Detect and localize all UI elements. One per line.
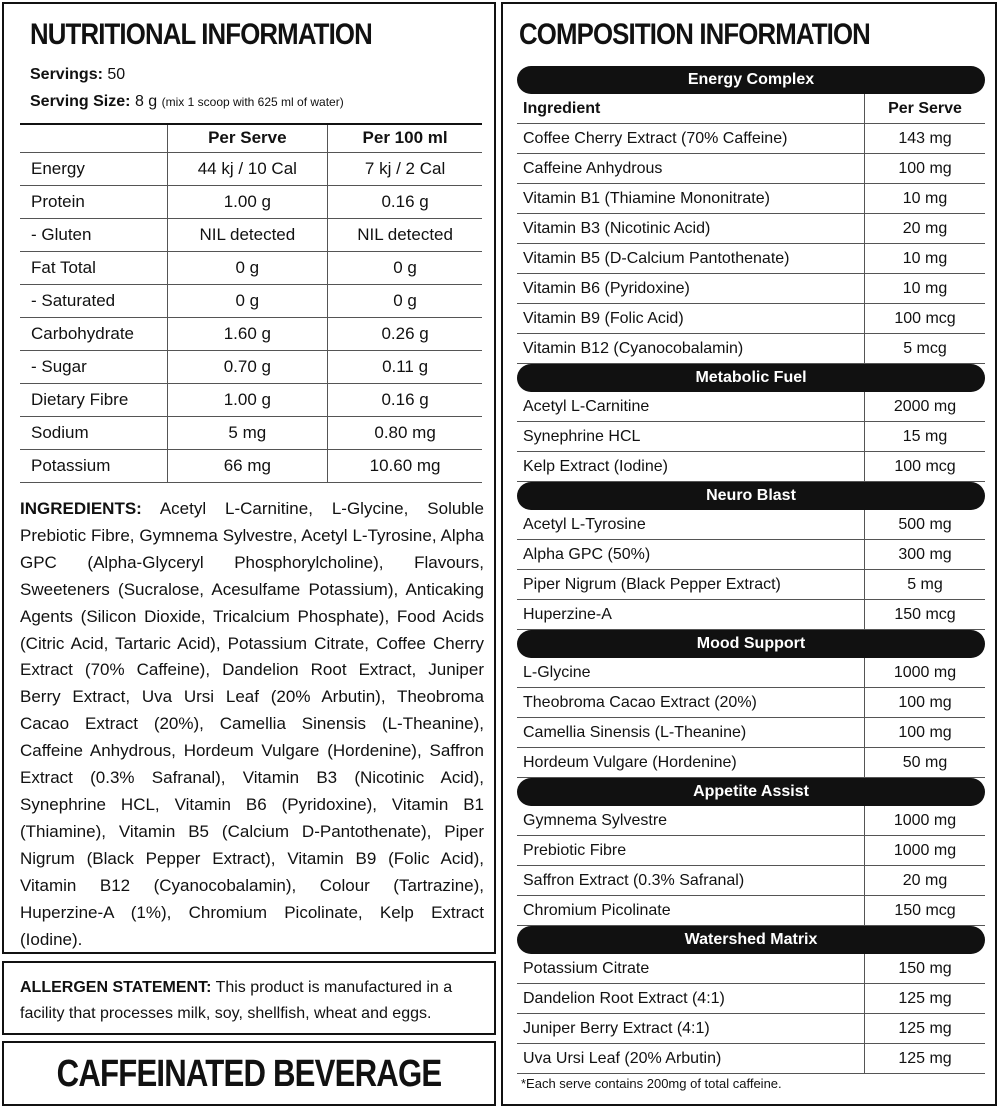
header-ingredient: Ingredient — [523, 100, 601, 117]
table-row — [20, 449, 482, 482]
table-row — [517, 392, 985, 422]
table-row — [20, 383, 482, 416]
table-row — [517, 658, 985, 688]
table-row — [517, 1044, 985, 1074]
table-row — [517, 540, 985, 570]
ingredient-name: Theobroma Cacao Extract (20%) — [523, 694, 757, 711]
ingredient-name: Prebiotic Fibre — [523, 842, 627, 859]
caffeine-footnote: *Each serve contains 200mg of total caffeine. — [521, 1076, 782, 1091]
servings-value: 50 — [107, 66, 126, 83]
nutrient-name: Fat Total — [20, 251, 167, 284]
ingredients-text: Acetyl L-Carnitine, L-Glycine, Soluble Prebiotic Fibre, Gymnema Sylvestre, Acetyl L-Tyrosine, Alpha GPC (Alpha-Glyceryl Phosphorylcholine), Flavours, Sweeteners (Sucralose, Acesulfame Potassium), Anticaking Agents (Silicon Dioxide, Tricalcium Phosphate), Food Acids (Citric Acid, Tartaric Acid), Potassium Citrate, Coffee Cherry Extract (70% Caffeine), Dandelion Root Extract, Juniper Berry Extract, Uva Ursi Leaf (20% Arbutin), Theobroma Cacao Extract (20%), Camellia Sinensis (L-Theanine), Caffeine Anhydrous, Hordeum Vulgare (Hordenine), Saffron Extract (0.3% Safranal), Vitamin B3 (Nicotinic Acid), Synephrine HCL, Vitamin B6 (Pyridoxine), Vitamin B1 (Thiamine), Vitamin B5 (Calcium D-Pantothenate), Piper Nigrum (Black Pepper Extract), Vitamin B9 (Folic Acid), Vitamin B12 (Cyanocobalamin), Colour (Tartrazine), Huperzine-A (1%), Chromium Picolinate, Kelp Extract (Iodine). — [20, 499, 484, 949]
ingredient-name: Juniper Berry Extract (4:1) — [523, 1020, 710, 1037]
allergen-body: This product is manufactured in a facility that processes milk, soy, shellfish, wheat and eggs. — [20, 979, 453, 1022]
nutrient-name: Protein — [20, 185, 167, 218]
ingredient-name: Kelp Extract (Iodine) — [523, 458, 668, 475]
table-row — [20, 152, 482, 185]
table-row — [517, 304, 985, 334]
table-row — [517, 214, 985, 244]
table-row — [517, 718, 985, 748]
ingredient-amount: 5 mg — [907, 576, 943, 593]
ingredient-amount: 150 mcg — [894, 606, 956, 623]
ingredient-amount: 500 mg — [898, 516, 952, 533]
allergen-panel — [2, 961, 496, 1035]
nutrient-per-serve: 66 mg — [167, 449, 328, 482]
ingredient-name: Vitamin B3 (Nicotinic Acid) — [523, 220, 711, 237]
table-row — [517, 510, 985, 540]
ingredient-amount: 100 mg — [898, 160, 952, 177]
table-row — [517, 154, 985, 184]
table-row — [517, 806, 985, 836]
ingredient-name: Vitamin B1 (Thiamine Mononitrate) — [523, 190, 770, 207]
nutrient-per-100: 0.26 g — [328, 317, 482, 350]
table-row — [517, 1014, 985, 1044]
nutrition-table — [20, 123, 482, 483]
section-header: Metabolic Fuel — [517, 364, 985, 392]
ingredient-amount: 20 mg — [902, 220, 948, 237]
nutrient-per-serve: 1.00 g — [167, 383, 328, 416]
table-row — [517, 334, 985, 364]
ingredient-amount: 100 mcg — [894, 310, 956, 327]
ingredient-name: Piper Nigrum (Black Pepper Extract) — [523, 576, 781, 593]
ingredient-name: Hordeum Vulgare (Hordenine) — [523, 754, 737, 771]
nutrient-name: Energy — [20, 152, 167, 185]
ingredient-amount: 50 mg — [902, 754, 948, 771]
servings-line — [30, 66, 125, 84]
beverage-panel — [2, 1041, 496, 1106]
ingredient-amount: 125 mg — [898, 990, 952, 1007]
header-per-serve: Per Serve — [888, 100, 962, 117]
table-row — [517, 244, 985, 274]
ingredient-name: Saffron Extract (0.3% Safranal) — [523, 872, 745, 889]
ingredient-name: Uva Ursi Leaf (20% Arbutin) — [523, 1050, 722, 1067]
table-row — [517, 124, 985, 154]
nutrition-title: NUTRITIONAL INFORMATION — [30, 18, 372, 51]
ingredient-name: Alpha GPC (50%) — [523, 546, 651, 563]
caffeinated-beverage-label: CAFFEINATED BEVERAGE — [56, 1053, 442, 1095]
nutrition-panel — [2, 2, 496, 954]
table-row — [517, 274, 985, 304]
ingredient-amount: 10 mg — [902, 280, 948, 297]
nutrition-header-per-serve: Per Serve — [167, 124, 328, 152]
section-header: Watershed Matrix — [517, 926, 985, 954]
serving-size-label: Serving Size: — [30, 93, 131, 110]
ingredient-name: L-Glycine — [523, 664, 591, 681]
nutrient-per-100: 0.16 g — [328, 185, 482, 218]
nutrient-name: Potassium — [20, 449, 167, 482]
ingredient-amount: 10 mg — [902, 250, 948, 267]
table-row — [20, 185, 482, 218]
ingredient-name: Potassium Citrate — [523, 960, 650, 977]
ingredient-amount: 143 mg — [898, 130, 952, 147]
allergen-label: ALLERGEN STATEMENT: — [20, 979, 212, 996]
section-header: Mood Support — [517, 630, 985, 658]
section-header: Energy Complex — [517, 66, 985, 94]
table-row — [20, 284, 482, 317]
nutrition-header-blank — [20, 124, 167, 152]
ingredient-amount: 5 mcg — [903, 340, 947, 357]
ingredient-amount: 150 mcg — [894, 902, 956, 919]
servings-label: Servings: — [30, 66, 103, 83]
ingredient-amount: 10 mg — [902, 190, 948, 207]
table-row — [517, 836, 985, 866]
ingredient-amount: 125 mg — [898, 1050, 952, 1067]
ingredient-name: Vitamin B9 (Folic Acid) — [523, 310, 684, 327]
nutrient-per-serve: 44 kj / 10 Cal — [167, 152, 328, 185]
ingredient-amount: 150 mg — [898, 960, 952, 977]
table-row — [20, 350, 482, 383]
nutrient-per-serve: 0 g — [167, 251, 328, 284]
nutrient-per-serve: 5 mg — [167, 416, 328, 449]
allergen-statement — [20, 975, 482, 1027]
ingredient-amount: 100 mg — [898, 694, 952, 711]
table-row — [517, 570, 985, 600]
ingredient-amount: 300 mg — [898, 546, 952, 563]
nutrient-per-100: 10.60 mg — [328, 449, 482, 482]
nutrient-name: - Saturated — [20, 284, 167, 317]
table-row — [517, 748, 985, 778]
nutrient-name: Sodium — [20, 416, 167, 449]
nutrient-per-serve: 0.70 g — [167, 350, 328, 383]
nutrient-per-100: 0.80 mg — [328, 416, 482, 449]
ingredient-name: Vitamin B5 (D-Calcium Pantothenate) — [523, 250, 790, 267]
table-row — [517, 422, 985, 452]
ingredient-name: Vitamin B12 (Cyanocobalamin) — [523, 340, 744, 357]
table-row — [517, 866, 985, 896]
ingredient-name: Vitamin B6 (Pyridoxine) — [523, 280, 690, 297]
nutrient-name: Carbohydrate — [20, 317, 167, 350]
ingredient-amount: 125 mg — [898, 1020, 952, 1037]
table-row — [20, 251, 482, 284]
ingredient-name: Dandelion Root Extract (4:1) — [523, 990, 725, 1007]
nutrition-header-per-100: Per 100 ml — [328, 124, 482, 152]
table-row — [20, 416, 482, 449]
nutrient-name: Dietary Fibre — [20, 383, 167, 416]
serving-size-note: (mix 1 scoop with 625 ml of water) — [161, 95, 344, 109]
nutrition-header-row — [20, 124, 482, 152]
ingredient-name: Coffee Cherry Extract (70% Caffeine) — [523, 130, 788, 147]
nutrient-per-100: 0.16 g — [328, 383, 482, 416]
ingredient-amount: 1000 mg — [893, 842, 957, 859]
table-row — [517, 984, 985, 1014]
nutrient-per-100: 7 kj / 2 Cal — [328, 152, 482, 185]
nutrient-per-100: 0 g — [328, 251, 482, 284]
ingredient-name: Caffeine Anhydrous — [523, 160, 663, 177]
ingredients-paragraph — [20, 496, 484, 953]
ingredients-label: INGREDIENTS: — [20, 499, 142, 518]
table-row — [517, 688, 985, 718]
nutrient-per-serve: NIL detected — [167, 218, 328, 251]
composition-title: COMPOSITION INFORMATION — [519, 18, 870, 51]
ingredient-amount: 100 mcg — [894, 458, 956, 475]
table-row — [20, 218, 482, 251]
table-row — [517, 184, 985, 214]
ingredient-amount: 15 mg — [902, 428, 948, 445]
ingredient-name: Synephrine HCL — [523, 428, 641, 445]
nutrient-per-100: NIL detected — [328, 218, 482, 251]
serving-size-line — [30, 93, 344, 111]
ingredient-amount: 1000 mg — [893, 664, 957, 681]
ingredient-name: Acetyl L-Carnitine — [523, 398, 650, 415]
nutrient-name: - Sugar — [20, 350, 167, 383]
serving-size-value: 8 g — [134, 93, 158, 110]
nutrient-per-serve: 1.60 g — [167, 317, 328, 350]
section-header: Neuro Blast — [517, 482, 985, 510]
ingredient-name: Chromium Picolinate — [523, 902, 671, 919]
ingredient-amount: 100 mg — [898, 724, 952, 741]
ingredient-amount: 20 mg — [902, 872, 948, 889]
ingredient-name: Camellia Sinensis (L-Theanine) — [523, 724, 747, 741]
ingredient-amount: 2000 mg — [893, 398, 957, 415]
table-row — [517, 896, 985, 926]
nutrient-per-serve: 1.00 g — [167, 185, 328, 218]
nutrient-per-100: 0.11 g — [328, 350, 482, 383]
ingredient-name: Huperzine-A — [523, 606, 612, 623]
nutrient-per-serve: 0 g — [167, 284, 328, 317]
table-row — [517, 600, 985, 630]
ingredient-name: Gymnema Sylvestre — [523, 812, 668, 829]
nutrient-name: - Gluten — [20, 218, 167, 251]
composition-panel — [501, 2, 997, 1106]
table-row — [517, 452, 985, 482]
nutrient-per-100: 0 g — [328, 284, 482, 317]
composition-header-row — [517, 94, 985, 124]
table-row — [20, 317, 482, 350]
ingredient-name: Acetyl L-Tyrosine — [523, 516, 646, 533]
ingredient-amount: 1000 mg — [893, 812, 957, 829]
section-header: Appetite Assist — [517, 778, 985, 806]
table-row — [517, 954, 985, 984]
